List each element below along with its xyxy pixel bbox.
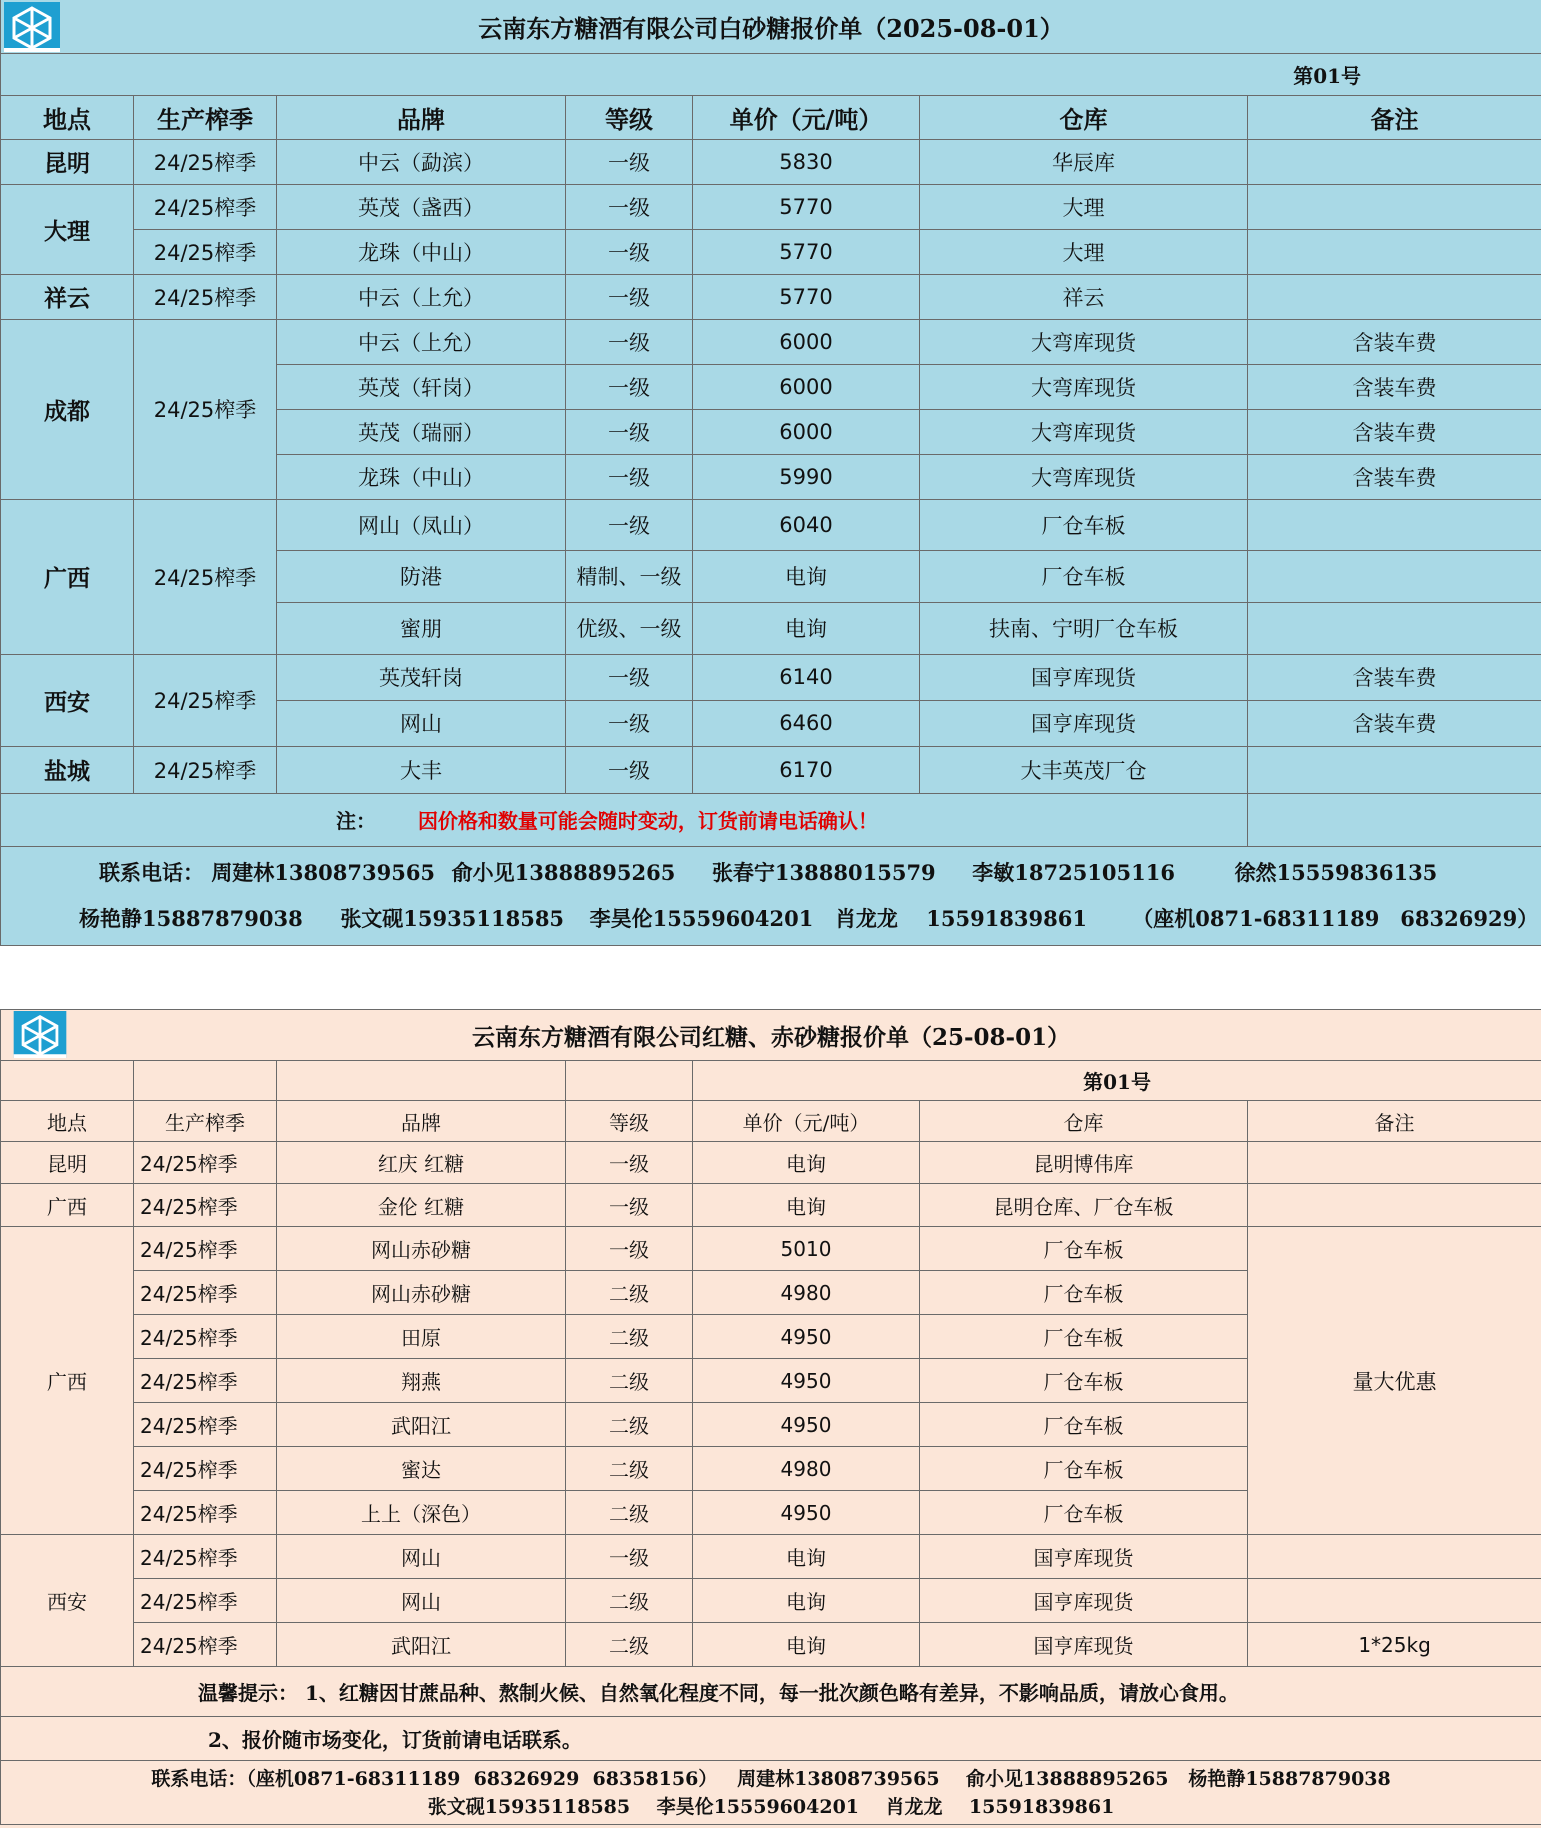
grade-cell: 二级 [566, 1271, 693, 1315]
warehouse-cell: 厂仓车板 [920, 1491, 1248, 1535]
season-cell: 24/25榨季 [134, 1447, 277, 1491]
grade-cell: 一级 [566, 454, 693, 499]
brand-cell: 网山 [277, 1579, 566, 1623]
header-warehouse: 仓库 [920, 95, 1248, 139]
grade-cell: 一级 [566, 139, 693, 184]
grade-cell: 一级 [566, 1535, 693, 1579]
grade-cell: 一级 [566, 700, 693, 746]
contact-item: 张文砚15935118585 [340, 905, 565, 931]
warehouse-cell: 国亨库现货 [920, 1535, 1248, 1579]
season-cell: 24/25榨季 [134, 1315, 277, 1359]
brand-cell: 英茂（盏西） [277, 184, 566, 229]
location-cell: 广西 [1, 499, 134, 654]
header-grade: 等级 [566, 95, 693, 139]
season-cell: 24/25榨季 [134, 1623, 277, 1667]
location-cell: 盐城 [1, 746, 134, 793]
note-cell [1248, 229, 1541, 274]
location-cell: 祥云 [1, 274, 134, 319]
warning-note [1, 793, 1248, 846]
price-cell: 6000 [693, 319, 920, 364]
price-cell: 6040 [693, 499, 920, 550]
table-row [1, 184, 1541, 229]
price-cell: 5770 [693, 229, 920, 274]
season-cell: 24/25榨季 [134, 229, 277, 274]
empty-cell [134, 1061, 277, 1101]
season-cell: 24/25榨季 [134, 1271, 277, 1315]
warehouse-cell: 大弯库现货 [920, 319, 1248, 364]
contact-line-1 [1, 850, 1541, 896]
season-cell: 24/25榨季 [134, 746, 277, 793]
price-cell: 5990 [693, 454, 920, 499]
header-location: 地点 [1, 95, 134, 139]
header-warehouse: 仓库 [920, 1101, 1248, 1142]
season-cell: 24/25榨季 [134, 1535, 277, 1579]
contact-item: 俞小见13888895265 [451, 859, 676, 885]
empty-cell [1, 1061, 134, 1101]
season-cell: 24/25榨季 [134, 1579, 277, 1623]
contact-line-1: 联系电话：（座机0871-68311189 68326929 68358156） 周建林13808739565 俞小见13888895265 杨艳静15887879038 [151, 1767, 1391, 1790]
warehouse-cell: 厂仓车板 [920, 1447, 1248, 1491]
grade-cell: 二级 [566, 1491, 693, 1535]
season-cell: 24/25榨季 [134, 1184, 277, 1227]
table-row [1, 746, 1541, 793]
brown-sugar-price-sheet [0, 1009, 1541, 1828]
warehouse-cell: 厂仓车板 [920, 1315, 1248, 1359]
header-price: 单价（元/吨） [693, 1101, 920, 1142]
note-label: 注： [336, 809, 376, 833]
location-cell: 昆明 [1, 1142, 134, 1184]
note-cell: 含装车费 [1248, 364, 1541, 409]
season-cell: 24/25榨季 [134, 319, 277, 499]
price-cell: 6000 [693, 409, 920, 454]
warehouse-cell: 厂仓车板 [920, 1403, 1248, 1447]
grade-cell: 二级 [566, 1579, 693, 1623]
warehouse-cell: 国亨库现货 [920, 654, 1248, 700]
table-row [1, 274, 1541, 319]
table-row [1, 654, 1541, 700]
price-cell: 5770 [693, 274, 920, 319]
season-cell: 24/25榨季 [134, 1403, 277, 1447]
price-cell: 电询 [693, 1142, 920, 1184]
note-cell: 含装车费 [1248, 409, 1541, 454]
warehouse-cell: 国亨库现货 [920, 1579, 1248, 1623]
price-cell: 6000 [693, 364, 920, 409]
season-cell: 24/25榨季 [134, 1491, 277, 1535]
header-season: 生产榨季 [134, 95, 277, 139]
location-cell: 大理 [1, 184, 134, 274]
note-cell [1248, 746, 1541, 793]
bulk-discount-note: 量大优惠 [1248, 1227, 1541, 1535]
header-season: 生产榨季 [134, 1101, 277, 1142]
note-empty-cell [1248, 793, 1541, 846]
grade-cell: 一级 [566, 654, 693, 700]
brand-cell: 红庆 红糖 [277, 1142, 566, 1184]
price-cell: 电询 [693, 602, 920, 654]
price-cell: 4980 [693, 1447, 920, 1491]
empty-cell [566, 1061, 693, 1101]
brand-cell: 大丰 [277, 746, 566, 793]
header-brand: 品牌 [277, 1101, 566, 1142]
contact-item: 肖龙龙 15591839861 [834, 905, 1087, 931]
grade-cell: 一级 [566, 364, 693, 409]
price-cell: 5770 [693, 184, 920, 229]
header-note: 备注 [1248, 95, 1541, 139]
season-cell: 24/25榨季 [134, 1142, 277, 1184]
grade-cell: 二级 [566, 1315, 693, 1359]
contact-item: 杨艳静15887879038 [79, 905, 303, 931]
grade-cell: 一级 [566, 1184, 693, 1227]
season-cell: 24/25榨季 [134, 139, 277, 184]
grade-cell: 二级 [566, 1447, 693, 1491]
price-cell: 4950 [693, 1315, 920, 1359]
note-cell [1248, 139, 1541, 184]
warehouse-cell: 昆明仓库、厂仓车板 [920, 1184, 1248, 1227]
note-cell [1248, 602, 1541, 654]
price-cell: 电询 [693, 550, 920, 602]
warehouse-cell: 厂仓车板 [920, 1359, 1248, 1403]
grade-cell: 一级 [566, 746, 693, 793]
sheet1-title: 云南东方糖酒有限公司白砂糖报价单（2025-08-01） [1, 0, 1541, 53]
price-cell: 6140 [693, 654, 920, 700]
brand-cell: 防港 [277, 550, 566, 602]
table-row [1, 139, 1541, 184]
contact-item: 徐然15559836135 [1234, 859, 1438, 885]
brand-cell: 中云（上允） [277, 319, 566, 364]
note-cell [1248, 1184, 1541, 1227]
brand-cell: 网山赤砂糖 [277, 1227, 566, 1271]
note-cell: 含装车费 [1248, 319, 1541, 364]
contact-item: 李敏18725105116 [972, 859, 1175, 885]
warehouse-cell: 大丰英茂厂仓 [920, 746, 1248, 793]
brand-cell: 英茂轩岗 [277, 654, 566, 700]
contact-item: 张春宁13888015579 [711, 859, 936, 885]
location-cell: 西安 [1, 1535, 134, 1667]
note-cell [1248, 184, 1541, 229]
note-cell [1248, 1142, 1541, 1184]
brand-cell: 网山（凤山） [277, 499, 566, 550]
grade-cell: 一级 [566, 1227, 693, 1271]
warehouse-cell: 大弯库现货 [920, 454, 1248, 499]
brown-sugar-table [0, 1009, 1541, 1825]
price-cell: 6170 [693, 746, 920, 793]
price-cell: 电询 [693, 1535, 920, 1579]
warehouse-cell: 厂仓车板 [920, 1227, 1248, 1271]
header-note: 备注 [1248, 1101, 1541, 1142]
brand-cell: 田原 [277, 1315, 566, 1359]
grade-cell: 一级 [566, 319, 693, 364]
brand-cell: 网山赤砂糖 [277, 1271, 566, 1315]
note-cell: 1*25kg [1248, 1623, 1541, 1667]
grade-cell: 二级 [566, 1623, 693, 1667]
note-cell [1248, 550, 1541, 602]
season-cell: 24/25榨季 [134, 499, 277, 654]
warehouse-cell: 大理 [920, 184, 1248, 229]
note-cell [1248, 499, 1541, 550]
warehouse-cell: 厂仓车板 [920, 550, 1248, 602]
grade-cell: 一级 [566, 409, 693, 454]
warehouse-cell: 大弯库现货 [920, 409, 1248, 454]
brand-cell: 蜜达 [277, 1447, 566, 1491]
note-cell: 含装车费 [1248, 654, 1541, 700]
warehouse-cell: 昆明博伟库 [920, 1142, 1248, 1184]
grade-cell: 二级 [566, 1359, 693, 1403]
warehouse-cell: 厂仓车板 [920, 1271, 1248, 1315]
brand-cell: 翔燕 [277, 1359, 566, 1403]
table-row [1, 1535, 1541, 1579]
sheet2-title: 云南东方糖酒有限公司红糖、赤砂糖报价单（25-08-01） [1, 1010, 1541, 1061]
contact-item: 周建林13808739565 [211, 859, 436, 885]
note-cell [1248, 1535, 1541, 1579]
warning-text: 因价格和数量可能会随时变动，订货前请电话确认！ [417, 809, 878, 833]
warehouse-cell: 祥云 [920, 274, 1248, 319]
contact-label: 联系电话： [99, 859, 204, 885]
season-cell: 24/25榨季 [134, 184, 277, 229]
tip-line-2: 2、报价随市场变化，订货前请电话联系。 [1, 1717, 1541, 1761]
grade-cell: 一级 [566, 499, 693, 550]
grade-cell: 一级 [566, 274, 693, 319]
brand-cell: 英茂（轩岗） [277, 364, 566, 409]
price-cell: 电询 [693, 1184, 920, 1227]
contact-item: 李昊伦15559604201 [589, 905, 814, 931]
warehouse-cell: 国亨库现货 [920, 1623, 1248, 1667]
season-cell: 24/25榨季 [134, 1359, 277, 1403]
sheet1-number: 第01号 [1, 53, 1541, 95]
contact-block [1, 846, 1541, 945]
table-row [1, 1579, 1541, 1623]
price-cell: 4980 [693, 1271, 920, 1315]
warehouse-cell: 大理 [920, 229, 1248, 274]
note-cell [1248, 1579, 1541, 1623]
brand-cell: 武阳江 [277, 1623, 566, 1667]
company-logo-icon [12, 1011, 68, 1058]
brand-cell: 中云（上允） [277, 274, 566, 319]
contact-block [1, 1761, 1541, 1825]
season-cell: 24/25榨季 [134, 274, 277, 319]
grade-cell: 优级、一级 [566, 602, 693, 654]
location-cell: 昆明 [1, 139, 134, 184]
note-cell [1248, 274, 1541, 319]
header-brand: 品牌 [277, 95, 566, 139]
tip-line-1: 温馨提示： 1、红糖因甘蔗品种、熬制火候、自然氧化程度不同，每一批次颜色略有差异，不影响品质，请放心食用。 [1, 1667, 1541, 1717]
contact-item: （座机0871-68311189 68326929） [1132, 905, 1539, 931]
brand-cell: 中云（勐滨） [277, 139, 566, 184]
sheet2-number: 第01号 [693, 1061, 1541, 1101]
header-price: 单价（元/吨） [693, 95, 920, 139]
price-cell: 4950 [693, 1491, 920, 1535]
grade-cell: 精制、一级 [566, 550, 693, 602]
grade-cell: 二级 [566, 1403, 693, 1447]
location-cell: 广西 [1, 1227, 134, 1535]
table-row [1, 499, 1541, 550]
grade-cell: 一级 [566, 1142, 693, 1184]
table-row [1, 1142, 1541, 1184]
location-cell: 成都 [1, 319, 134, 499]
company-logo-icon [4, 2, 60, 52]
location-cell: 西安 [1, 654, 134, 746]
brand-cell: 上上（深色） [277, 1491, 566, 1535]
header-grade: 等级 [566, 1101, 693, 1142]
price-cell: 4950 [693, 1359, 920, 1403]
warehouse-cell: 大弯库现货 [920, 364, 1248, 409]
warehouse-cell: 扶南、宁明厂仓车板 [920, 602, 1248, 654]
brand-cell: 龙珠（中山） [277, 454, 566, 499]
price-cell: 6460 [693, 700, 920, 746]
brand-cell: 金伦 红糖 [277, 1184, 566, 1227]
header-location: 地点 [1, 1101, 134, 1142]
season-cell: 24/25榨季 [134, 1227, 277, 1271]
brand-cell: 蜜朋 [277, 602, 566, 654]
grade-cell: 一级 [566, 229, 693, 274]
price-cell: 5830 [693, 139, 920, 184]
note-cell: 含装车费 [1248, 700, 1541, 746]
warehouse-cell: 国亨库现货 [920, 700, 1248, 746]
price-cell: 电询 [693, 1579, 920, 1623]
empty-cell [277, 1061, 566, 1101]
brand-cell: 网山 [277, 1535, 566, 1579]
brand-cell: 龙珠（中山） [277, 229, 566, 274]
table-row [1, 229, 1541, 274]
table-row [1, 319, 1541, 364]
brand-cell: 英茂（瑞丽） [277, 409, 566, 454]
price-cell: 电询 [693, 1623, 920, 1667]
brand-cell: 网山 [277, 700, 566, 746]
note-cell: 含装车费 [1248, 454, 1541, 499]
table-row [1, 1227, 1541, 1271]
price-cell: 4950 [693, 1403, 920, 1447]
location-cell: 广西 [1, 1184, 134, 1227]
price-cell: 5010 [693, 1227, 920, 1271]
brand-cell: 武阳江 [277, 1403, 566, 1447]
contact-line-2: 张文砚15935118585 李昊伦15559604201 肖龙龙 15591839861 [427, 1795, 1115, 1818]
season-cell: 24/25榨季 [134, 654, 277, 746]
table-row [1, 1623, 1541, 1667]
table-row [1, 1184, 1541, 1227]
warehouse-cell: 华辰库 [920, 139, 1248, 184]
contact-line-2 [1, 896, 1541, 942]
warehouse-cell: 厂仓车板 [920, 499, 1248, 550]
grade-cell: 一级 [566, 184, 693, 229]
